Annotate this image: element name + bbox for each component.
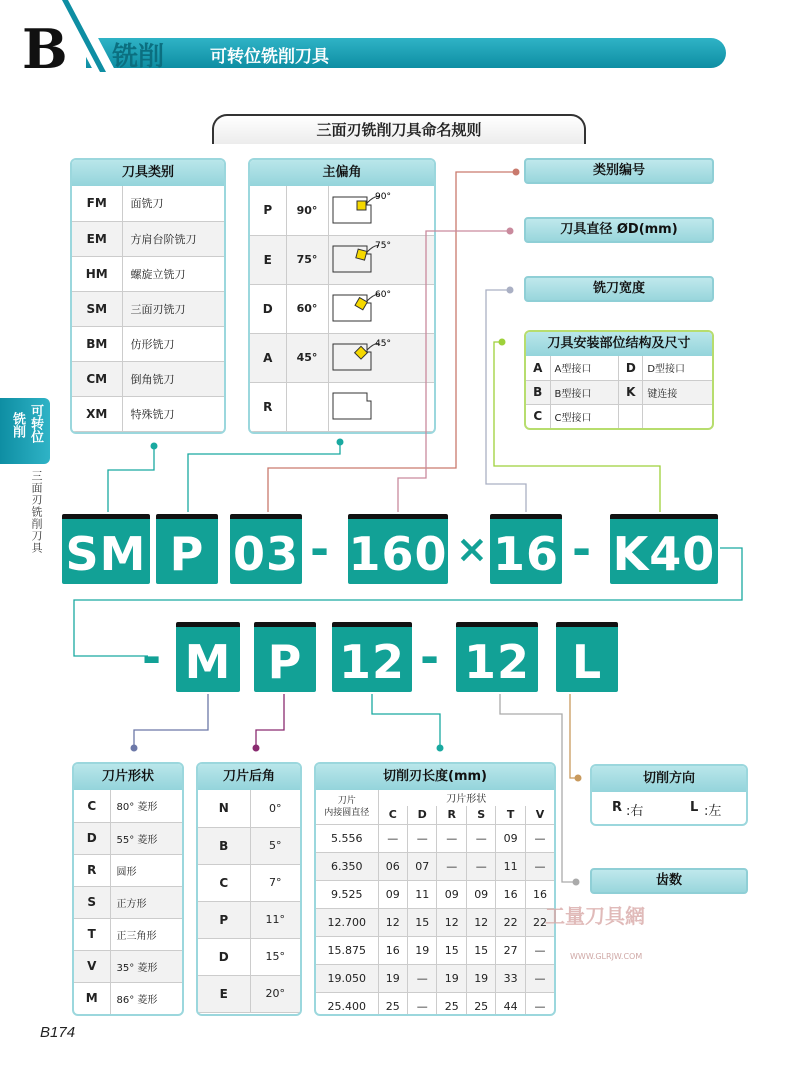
direction-panel	[590, 764, 748, 826]
edge-length-value: —	[407, 992, 436, 1016]
edge-length-value: —	[525, 992, 554, 1016]
edge-length-value: 22	[525, 908, 554, 936]
relief-code: E	[198, 975, 250, 1012]
code-block-direction: L	[556, 622, 618, 692]
code-separator-2: -	[572, 522, 592, 576]
code-block-teeth: 12	[456, 622, 538, 692]
code-times-sign: ×	[456, 527, 488, 571]
inscribed-diameter: 25.400	[316, 992, 378, 1016]
shape-column-header: V	[525, 806, 554, 824]
angle-diagram-label: 60°	[374, 290, 391, 300]
edge-length-value: 09	[437, 880, 466, 908]
shape-code: R	[74, 854, 110, 886]
table-row	[74, 854, 182, 886]
angle-value: 60°	[286, 284, 328, 333]
watermark-logo: 工量刀具網	[545, 904, 645, 928]
side-vertical-label: 三面刃铣削刀具	[30, 470, 43, 554]
relief-value: 7°	[250, 864, 300, 901]
angle-code: A	[250, 333, 286, 382]
table-row	[74, 950, 182, 982]
angle-value: 75°	[286, 235, 328, 284]
edge-length-value: —	[466, 824, 495, 852]
shape-code: V	[74, 950, 110, 982]
inscribed-diameter: 15.875	[316, 936, 378, 964]
mount-label: D型接口	[643, 356, 712, 380]
edge-length-value: 19	[407, 936, 436, 964]
code-block-series: 03	[230, 514, 302, 584]
edge-length-value: 19	[437, 964, 466, 992]
table-header-row	[316, 790, 554, 806]
relief-angle-table	[198, 790, 300, 1013]
relief-code: N	[198, 790, 250, 827]
shape-header: 刀片形状	[446, 794, 487, 806]
table-row	[74, 886, 182, 918]
relief-angle-title: 刀片后角	[198, 764, 300, 790]
mount-code: B	[526, 380, 550, 404]
width-label: 铣刀宽度	[524, 276, 714, 302]
shape-code: M	[74, 982, 110, 1014]
edge-length-value: 25	[378, 992, 407, 1016]
table-row	[316, 936, 554, 964]
edge-length-value: 33	[496, 964, 525, 992]
edge-length-value: 09	[466, 880, 495, 908]
relief-code: D	[198, 938, 250, 975]
insert-shape-title: 刀片形状	[74, 764, 182, 790]
edge-length-value: 25	[437, 992, 466, 1016]
inscribed-diameter-header	[316, 790, 378, 824]
relief-angle-panel	[196, 762, 302, 1016]
shape-label: 正方形	[110, 886, 182, 918]
edge-length-value: 06	[378, 852, 407, 880]
category-code: HM	[72, 256, 122, 291]
inscribed-header-line1: 刀片	[337, 795, 356, 806]
shape-label: 圆形	[110, 854, 182, 886]
shape-code: C	[74, 790, 110, 822]
insert-shape-table	[74, 790, 182, 1015]
code-block-relief-angle: P	[254, 622, 316, 692]
category-label: 方肩台阶铣刀	[122, 221, 224, 256]
edge-length-value: 15	[437, 936, 466, 964]
edge-length-value: 25	[466, 992, 495, 1016]
mount-label: C型接口	[550, 404, 619, 428]
category-label: 特殊铣刀	[122, 396, 224, 431]
table-row	[316, 992, 554, 1016]
relief-value: 0°	[250, 790, 300, 827]
cut-length-panel	[314, 762, 556, 1016]
edge-length-value: —	[525, 852, 554, 880]
side-tab-line2: 铣削	[10, 412, 25, 438]
inscribed-diameter: 5.556	[316, 824, 378, 852]
code-block-angle: P	[156, 514, 218, 584]
mount-code: A	[526, 356, 550, 380]
shape-column-header: S	[466, 806, 495, 824]
table-row	[316, 880, 554, 908]
code-block-edge-length: 12	[332, 622, 412, 692]
mount-label: 键连接	[643, 380, 712, 404]
direction-r-label: :右	[626, 804, 644, 819]
edge-length-value: 27	[496, 936, 525, 964]
angle-code: D	[250, 284, 286, 333]
category-code: CM	[72, 361, 122, 396]
shape-label: 55° 菱形	[110, 822, 182, 854]
edge-length-value: —	[437, 824, 466, 852]
mount-code: D	[619, 356, 643, 380]
angle-code: E	[250, 235, 286, 284]
relief-value: 20°	[250, 975, 300, 1012]
edge-length-value: 44	[496, 992, 525, 1016]
code-block-category: SM	[62, 514, 150, 584]
direction-title: 切削方向	[592, 766, 746, 792]
category-code: EM	[72, 221, 122, 256]
relief-code: C	[198, 864, 250, 901]
category-label: 倒角铣刀	[122, 361, 224, 396]
relief-code: P	[198, 901, 250, 938]
shape-label: 35° 菱形	[110, 950, 182, 982]
direction-l-label: :左	[704, 804, 722, 819]
edge-length-value: 16	[378, 936, 407, 964]
table-row	[74, 982, 182, 1014]
table-row	[198, 827, 300, 864]
angle-value: 90°	[286, 186, 328, 235]
edge-length-value: 12	[466, 908, 495, 936]
table-row	[198, 938, 300, 975]
shape-column-header: C	[378, 806, 407, 824]
teeth-label: 齿数	[590, 868, 748, 894]
category-label: 螺旋立铣刀	[122, 256, 224, 291]
shape-label: 86° 菱形	[110, 982, 182, 1014]
relief-value: 15°	[250, 938, 300, 975]
inscribed-diameter: 9.525	[316, 880, 378, 908]
edge-length-value: —	[525, 936, 554, 964]
category-code: XM	[72, 396, 122, 431]
table-row	[198, 864, 300, 901]
cut-length-table	[316, 790, 554, 1016]
shape-code: D	[74, 822, 110, 854]
relief-code: B	[198, 827, 250, 864]
table-row	[198, 975, 300, 1012]
code-separator-1: -	[310, 522, 330, 576]
code-block-width: 16	[490, 514, 562, 584]
edge-length-value: 22	[496, 908, 525, 936]
category-label: 三面刃铣刀	[122, 291, 224, 326]
edge-length-value: 11	[496, 852, 525, 880]
mount-code: C	[526, 404, 550, 428]
edge-length-value: 15	[466, 936, 495, 964]
diameter-label: 刀具直径 ØD(mm)	[524, 217, 714, 243]
inscribed-diameter: 19.050	[316, 964, 378, 992]
page-number: B174	[40, 1024, 76, 1041]
edge-length-value: 12	[437, 908, 466, 936]
inscribed-header-line2: 内接圆直径	[324, 807, 370, 818]
inscribed-diameter: 6.350	[316, 852, 378, 880]
code-block-insert-shape: M	[176, 622, 240, 692]
angle-code: R	[250, 382, 286, 431]
section-title: 三面刃铣削刀具命名规则	[212, 114, 586, 144]
shape-label: 正三角形	[110, 918, 182, 950]
angle-code: P	[250, 186, 286, 235]
edge-length-value: 09	[378, 880, 407, 908]
category-code: SM	[72, 291, 122, 326]
direction-l-code: L	[690, 800, 699, 815]
edge-length-value: 19	[378, 964, 407, 992]
table-row	[198, 790, 300, 827]
direction-r-code: R	[612, 800, 623, 815]
shape-code: T	[74, 918, 110, 950]
category-label: 面铣刀	[122, 186, 224, 221]
tool-category-title: 刀具类别	[72, 160, 224, 186]
edge-length-value: 07	[407, 852, 436, 880]
edge-length-value: —	[378, 824, 407, 852]
angle-diagram-label: 45°	[374, 339, 391, 349]
shape-column-header: T	[496, 806, 525, 824]
angle-diagram-label: 75°	[374, 241, 391, 251]
category-label: 仿形铣刀	[122, 326, 224, 361]
side-tab-line1: 可转位	[28, 404, 43, 443]
angle-value: 45°	[286, 333, 328, 382]
table-row	[316, 852, 554, 880]
edge-length-value: —	[407, 824, 436, 852]
shape-column-header: D	[407, 806, 436, 824]
shape-code: S	[74, 886, 110, 918]
edge-length-value: 15	[407, 908, 436, 936]
header-subtitle: 可转位铣削刀具	[210, 47, 329, 67]
edge-length-value: 16	[525, 880, 554, 908]
edge-length-value: —	[525, 964, 554, 992]
watermark-url: WWW.GLRJW.COM	[570, 952, 643, 961]
code-separator-3: -	[142, 630, 162, 684]
table-row	[74, 822, 182, 854]
inscribed-diameter: 12.700	[316, 908, 378, 936]
edge-length-value: 11	[407, 880, 436, 908]
header-category: 铣削	[112, 42, 165, 72]
relief-value: 11°	[250, 901, 300, 938]
category-code: FM	[72, 186, 122, 221]
insert-shape-panel	[72, 762, 184, 1016]
edge-length-value: —	[407, 964, 436, 992]
direction-body	[592, 792, 746, 824]
table-row	[74, 918, 182, 950]
mount-code: K	[619, 380, 643, 404]
code-block-diameter: 160	[348, 514, 448, 584]
code-block-mount: K40	[610, 514, 718, 584]
edge-length-value: —	[437, 852, 466, 880]
edge-length-value: 19	[466, 964, 495, 992]
table-row	[316, 908, 554, 936]
table-row	[316, 964, 554, 992]
edge-length-value: —	[525, 824, 554, 852]
relief-value: 5°	[250, 827, 300, 864]
mount-title: 刀具安装部位结构及尺寸	[526, 332, 712, 356]
edge-length-value: 12	[378, 908, 407, 936]
main-angle-title: 主偏角	[250, 160, 434, 186]
section-letter: B	[22, 17, 68, 81]
cut-length-title: 切削刃长度(mm)	[316, 764, 554, 790]
category-code: BM	[72, 326, 122, 361]
angle-diagram-label: 90°	[374, 191, 391, 202]
table-row	[74, 790, 182, 822]
shape-label: 80° 菱形	[110, 790, 182, 822]
table-row	[198, 901, 300, 938]
table-row	[316, 824, 554, 852]
mount-label: A型接口	[550, 356, 619, 380]
shape-column-header: R	[437, 806, 466, 824]
mount-label: B型接口	[550, 380, 619, 404]
category-no-label: 类别编号	[524, 158, 714, 184]
code-separator-4: -	[420, 630, 440, 684]
edge-length-value: 09	[496, 824, 525, 852]
edge-length-value: —	[466, 852, 495, 880]
edge-length-value: 16	[496, 880, 525, 908]
